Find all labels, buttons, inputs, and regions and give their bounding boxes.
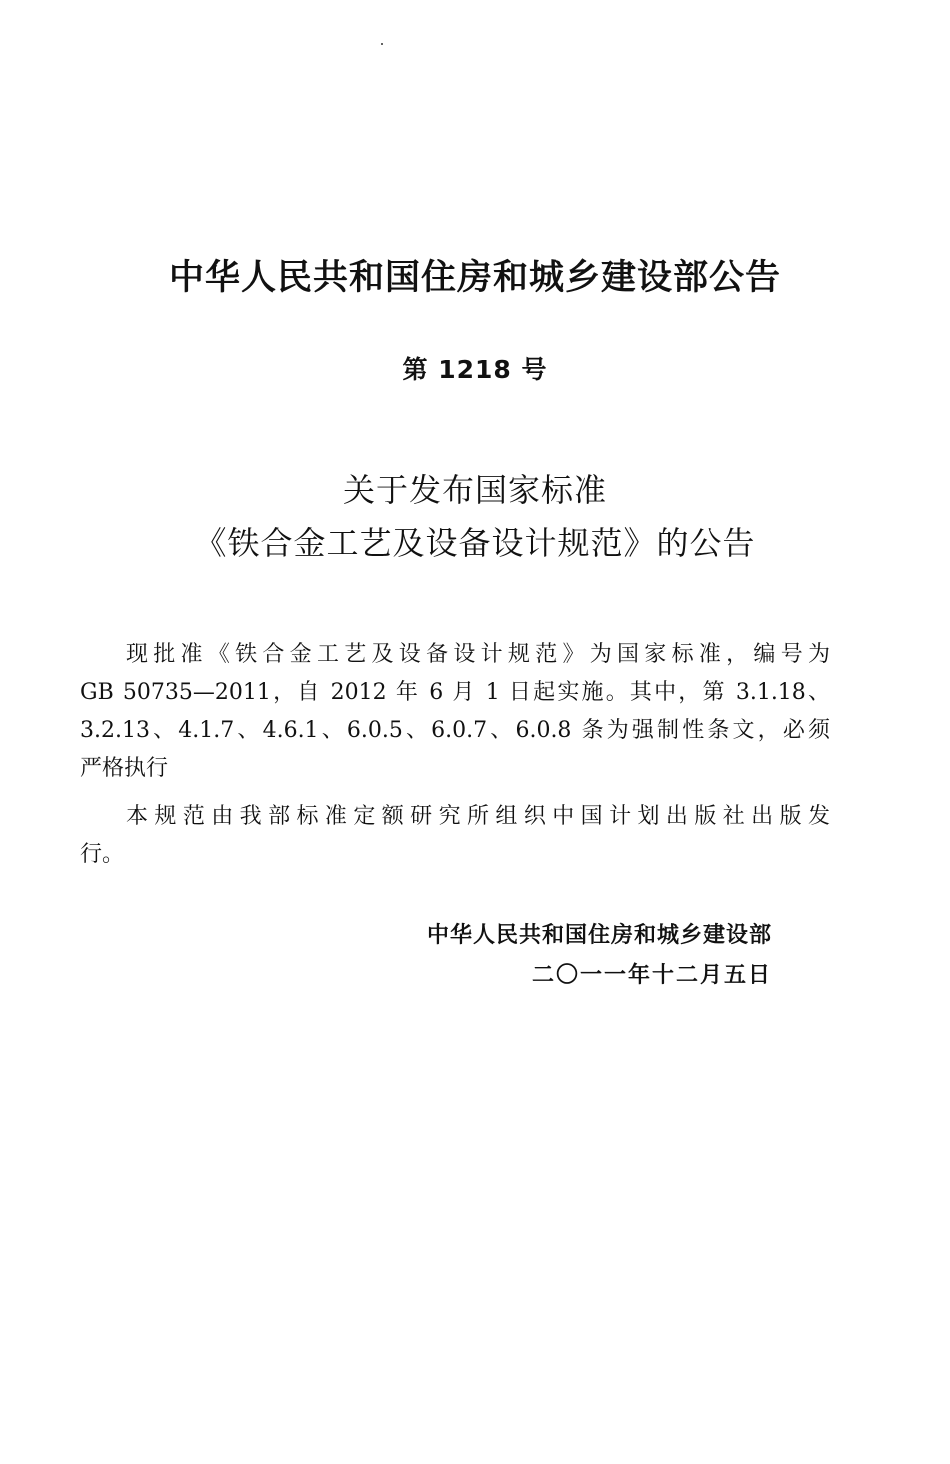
paragraph-line: 行。 — [80, 842, 125, 867]
signature-date: 二〇一一年十二月五日 — [531, 963, 772, 988]
paragraph-line: 3.2.13、4.1.7、4.6.1、6.0.5、6.0.7、6.0.8 条为强制性条文，必须 — [80, 718, 830, 743]
paragraph-approval — [80, 636, 830, 788]
paragraph-line: 现批准《铁合金工艺及设备设计规范》为国家标准，编号为 — [126, 642, 830, 667]
subject-line-1: 关于发布国家标准 — [342, 471, 607, 509]
signature-organization: 中华人民共和国住房和城乡建设部 — [426, 923, 772, 948]
paragraph-line: 本规范由我部标准定额研究所组织中国计划出版社出版发 — [126, 804, 830, 829]
subject-line-2: 《铁合金工艺及设备设计规范》的公告 — [194, 524, 756, 562]
announcement-number: 第 1218 号 — [402, 355, 548, 384]
agency-title: 中华人民共和国住房和城乡建设部公告 — [168, 258, 781, 298]
paragraph-line: GB 50735—2011，自 2012 年 6 月 1 日起实施。其中，第 3.1.18、 — [80, 680, 830, 705]
paragraph-line: 严格执行 — [80, 756, 169, 781]
paragraph-publication — [80, 798, 830, 874]
scan-speck — [381, 43, 383, 45]
